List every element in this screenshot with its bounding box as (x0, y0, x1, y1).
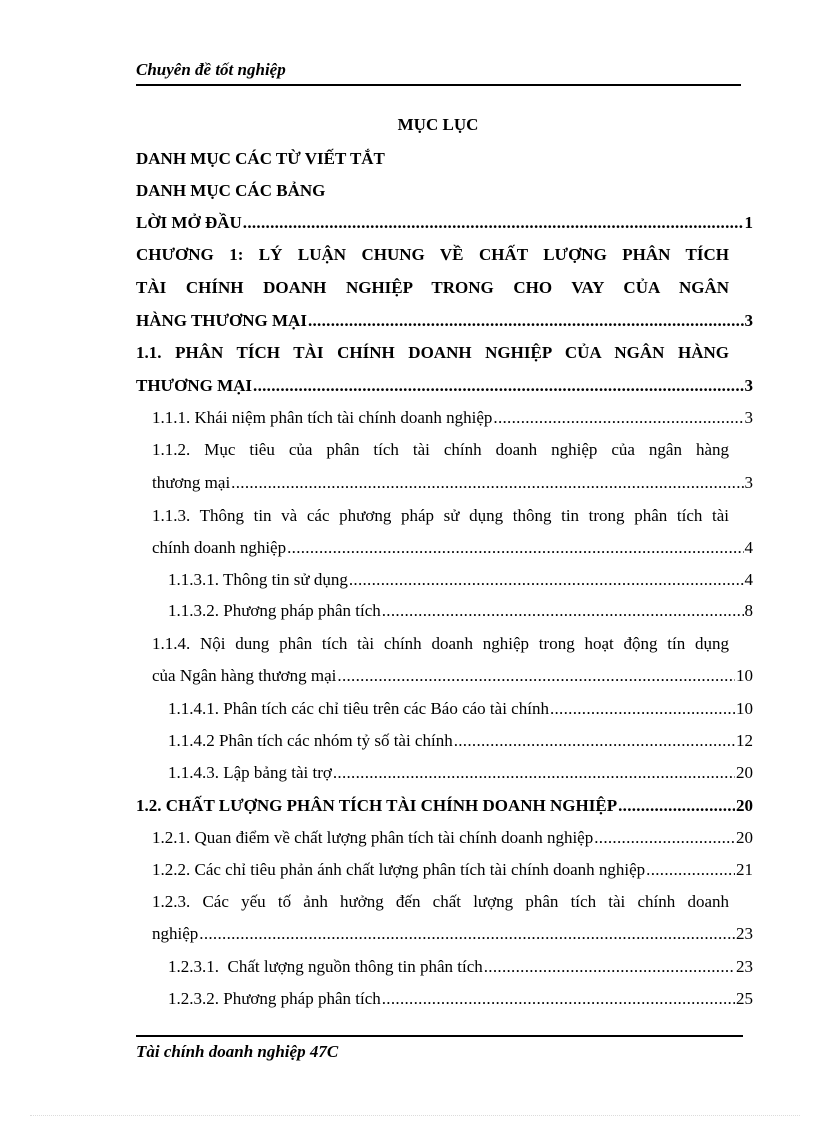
toc-page-number: 20 (736, 828, 753, 847)
toc-page-number: 23 (736, 924, 753, 943)
dot-leader (231, 473, 743, 493)
toc-page-number: 20 (736, 796, 753, 815)
toc-entry-1-1-3[interactable] (152, 538, 753, 558)
toc-entry-label: 1.2.2. Các chỉ tiêu phản ánh chất lượng phân tích tài chính doanh nghiệp (152, 860, 646, 879)
toc-entry-1-2-3[interactable] (152, 924, 753, 944)
toc-chapter1-line2[interactable]: TÀI CHÍNH DOANH NGHIỆP TRONG CHO VAY CỦA NGÂN (136, 278, 729, 297)
toc-entry-label: HÀNG THƯƠNG MẠI (136, 311, 307, 330)
toc-entry-1-2-3-1[interactable] (168, 957, 753, 977)
dot-leader (493, 408, 743, 428)
toc-entry-1-2[interactable] (136, 796, 753, 816)
dot-leader (484, 957, 735, 977)
toc-page-number: 3 (744, 473, 753, 492)
toc-entry-1-1-3-1[interactable] (168, 570, 753, 590)
toc-page-number: 10 (736, 666, 753, 685)
toc-title: MỤC LỤC (397, 115, 479, 134)
toc-entry-label: THƯƠNG MẠI (136, 376, 253, 395)
toc-entry-1-2-2[interactable] (152, 860, 753, 880)
toc-entry-label: 1.2.1. Quan điểm về chất lượng phân tích tài chính doanh nghiệp (152, 828, 594, 847)
toc-entry-label: 1.1.3.1. Thông tin sử dụng (168, 570, 348, 589)
toc-entry-chapter1[interactable] (136, 311, 753, 331)
toc-entry-label: 1.2. CHẤT LƯỢNG PHÂN TÍCH TÀI CHÍNH DOANH NGHIỆP (136, 796, 618, 815)
toc-page-number: 25 (736, 989, 753, 1008)
dot-leader (349, 570, 744, 590)
toc-page-number: 1 (744, 213, 753, 232)
toc-entry-label: 1.1.1. Khái niệm phân tích tài chính doanh nghiệp (152, 408, 493, 427)
toc-section-1-1-line1[interactable]: 1.1. PHÂN TÍCH TÀI CHÍNH DOANH NGHIỆP CỦA NGÂN HÀNG (136, 343, 729, 362)
toc-page-number: 10 (736, 699, 753, 718)
toc-entry-1-1-4-2[interactable] (168, 731, 753, 751)
dot-leader (333, 763, 735, 783)
heading-abbreviations: DANH MỤC CÁC TỪ VIẾT TẮT (136, 149, 385, 168)
toc-entry-1-1-4-3[interactable] (168, 763, 753, 783)
page-footer: Tài chính doanh nghiệp 47C (136, 1042, 339, 1061)
dot-leader (550, 699, 735, 719)
dot-leader (382, 601, 744, 621)
toc-entry-1-1-3-2[interactable] (168, 601, 753, 621)
dot-leader (618, 796, 735, 816)
dot-leader (382, 989, 735, 1009)
toc-entry-1-1-4-1[interactable] (168, 699, 753, 719)
dot-leader (337, 666, 735, 686)
toc-page-number: 4 (744, 570, 753, 589)
header-rule (136, 84, 741, 86)
toc-entry-1-1-4[interactable] (152, 666, 753, 686)
heading-tables: DANH MỤC CÁC BẢNG (136, 181, 326, 200)
toc-page-number: 3 (744, 376, 753, 395)
toc-entry-label: 1.1.4.3. Lập bảng tài trợ (168, 763, 332, 782)
toc-entry-1-1-1[interactable] (152, 408, 753, 428)
dot-leader (646, 860, 735, 880)
page-header: Chuyên đề tốt nghiệp (136, 60, 286, 79)
toc-entry-label: thương mại (152, 473, 231, 492)
toc-entry-label: 1.1.4.1. Phân tích các chỉ tiêu trên các Báo cáo tài chính (168, 699, 549, 718)
footer-rule (136, 1035, 743, 1037)
toc-entry-1-1-2[interactable] (152, 473, 753, 493)
toc-entry-label: của Ngân hàng thương mại (152, 666, 337, 685)
toc-section-1-1-3-line1[interactable]: 1.1.3. Thông tin và các phương pháp sử dụng thông tin trong phân tích tài (152, 506, 729, 525)
dot-leader (454, 731, 735, 751)
toc-section-1-1-2-line1[interactable]: 1.1.2. Mục tiêu của phân tích tài chính doanh nghiệp của ngân hàng (152, 440, 729, 459)
toc-entry-label: nghiệp (152, 924, 199, 943)
toc-entry-label: 1.1.3.2. Phương pháp phân tích (168, 601, 381, 620)
toc-entry-1-1[interactable] (136, 376, 753, 396)
toc-chapter1-line1[interactable]: CHƯƠNG 1: LÝ LUẬN CHUNG VỀ CHẤT LƯỢNG PHÂN TÍCH (136, 245, 729, 264)
toc-page-number: 21 (736, 860, 753, 879)
toc-page-number: 23 (736, 957, 753, 976)
toc-page-number: 3 (744, 311, 753, 330)
toc-page-number: 12 (736, 731, 753, 750)
toc-page-number: 20 (736, 763, 753, 782)
toc-entry-intro[interactable] (136, 213, 753, 233)
toc-page-number: 4 (744, 538, 753, 557)
toc-entry-label: chính doanh nghiệp (152, 538, 287, 557)
dot-leader (594, 828, 735, 848)
dot-leader (243, 213, 744, 233)
toc-page-number: 8 (744, 601, 753, 620)
toc-entry-label: 1.1.4.2 Phân tích các nhóm tỷ số tài chính (168, 731, 453, 750)
dot-leader (287, 538, 743, 558)
toc-entry-1-2-1[interactable] (152, 828, 753, 848)
toc-page-number: 3 (744, 408, 753, 427)
page-edge-dots (30, 1115, 800, 1116)
toc-section-1-2-3-line1[interactable]: 1.2.3. Các yếu tố ảnh hưởng đến chất lượng phân tích tài chính doanh (152, 892, 729, 911)
toc-entry-label: LỜI MỞ ĐẦU (136, 213, 242, 232)
dot-leader (308, 311, 744, 331)
dot-leader (199, 924, 735, 944)
toc-entry-1-2-3-2[interactable] (168, 989, 753, 1009)
toc-section-1-1-4-line1[interactable]: 1.1.4. Nội dung phân tích tài chính doanh nghiệp trong hoạt động tín dụng (152, 634, 729, 653)
dot-leader (253, 376, 743, 396)
toc-entry-label: 1.2.3.2. Phương pháp phân tích (168, 989, 381, 1008)
toc-entry-label: 1.2.3.1. Chất lượng nguồn thông tin phân tích (168, 957, 483, 976)
